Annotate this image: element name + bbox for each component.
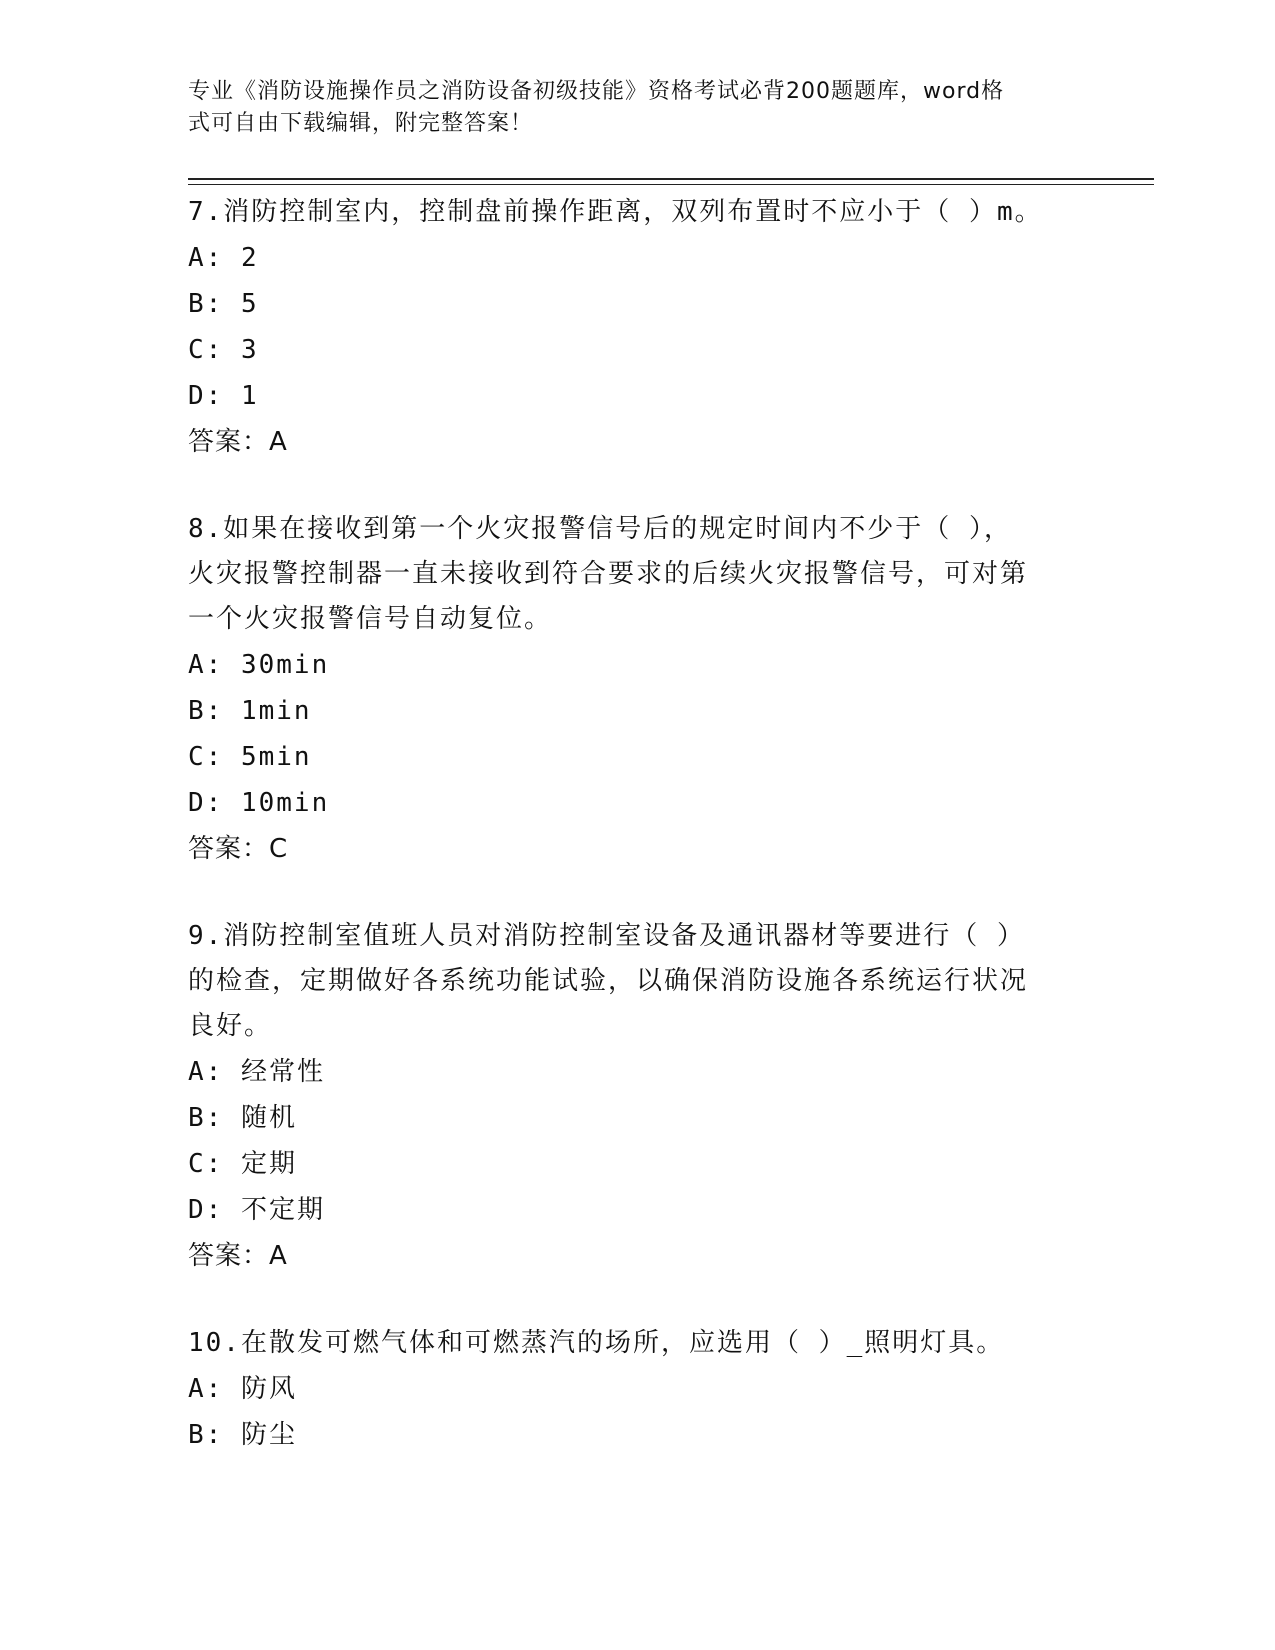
question-item — [188, 190, 1068, 465]
option-a: A: 防风 — [188, 1374, 297, 1404]
question-stem-line: 一个火灾报警信号自动复位。 — [188, 604, 553, 634]
question-stem-line: 良好。 — [188, 1011, 273, 1041]
option-b: B: 随机 — [188, 1103, 297, 1133]
question-stem-line: 的检查，定期做好各系统功能试验，以确保消防设施各系统运行状况 — [188, 966, 1029, 996]
option-a: A: 经常性 — [188, 1057, 325, 1087]
question-stem-line: 10.在散发可燃气体和可燃蒸汽的场所，应选用（ ）_照明灯具。 — [188, 1328, 1005, 1358]
answer-line: 答案：C — [188, 834, 289, 864]
option-d: D: 1 — [188, 381, 259, 411]
option-a: A: 30min — [188, 650, 330, 680]
option-d: D: 不定期 — [188, 1195, 325, 1225]
answer-line: 答案：A — [188, 1241, 288, 1271]
header-line-1: 专业《消防设施操作员之消防设备初级技能》资格考试必背200题题库，word格 — [188, 79, 1005, 104]
question-item — [188, 914, 1068, 1279]
header-line-2: 式可自由下载编辑，附完整答案！ — [188, 111, 534, 136]
option-c: C: 5min — [188, 742, 312, 772]
option-c: C: 3 — [188, 335, 259, 365]
question-list — [188, 190, 1068, 1458]
question-stem-line: 7.消防控制室内，控制盘前操作距离，双列布置时不应小于（ ）m。 — [188, 197, 1043, 227]
question-spacer — [188, 465, 1068, 507]
header-divider-thick — [188, 178, 1154, 180]
question-stem-line: 9.消防控制室值班人员对消防控制室设备及通讯器材等要进行（ ） — [188, 921, 1025, 951]
option-d: D: 10min — [188, 788, 330, 818]
option-b: B: 5 — [188, 289, 259, 319]
option-c: C: 定期 — [188, 1149, 297, 1179]
question-item — [188, 507, 1068, 872]
option-b: B: 防尘 — [188, 1420, 297, 1450]
question-stem-line: 火灾报警控制器一直未接收到符合要求的后续火灾报警信号，可对第 — [188, 559, 1029, 589]
header-divider-thin — [188, 184, 1154, 185]
option-a: A: 2 — [188, 243, 259, 273]
question-item — [188, 1321, 1068, 1458]
answer-line: 答案：A — [188, 427, 288, 457]
question-spacer — [188, 1279, 1068, 1321]
option-b: B: 1min — [188, 696, 312, 726]
document-header — [188, 76, 1068, 140]
question-spacer — [188, 872, 1068, 914]
question-stem-line: 8.如果在接收到第一个火灾报警信号后的规定时间内不少于（ ）， — [188, 514, 1012, 544]
